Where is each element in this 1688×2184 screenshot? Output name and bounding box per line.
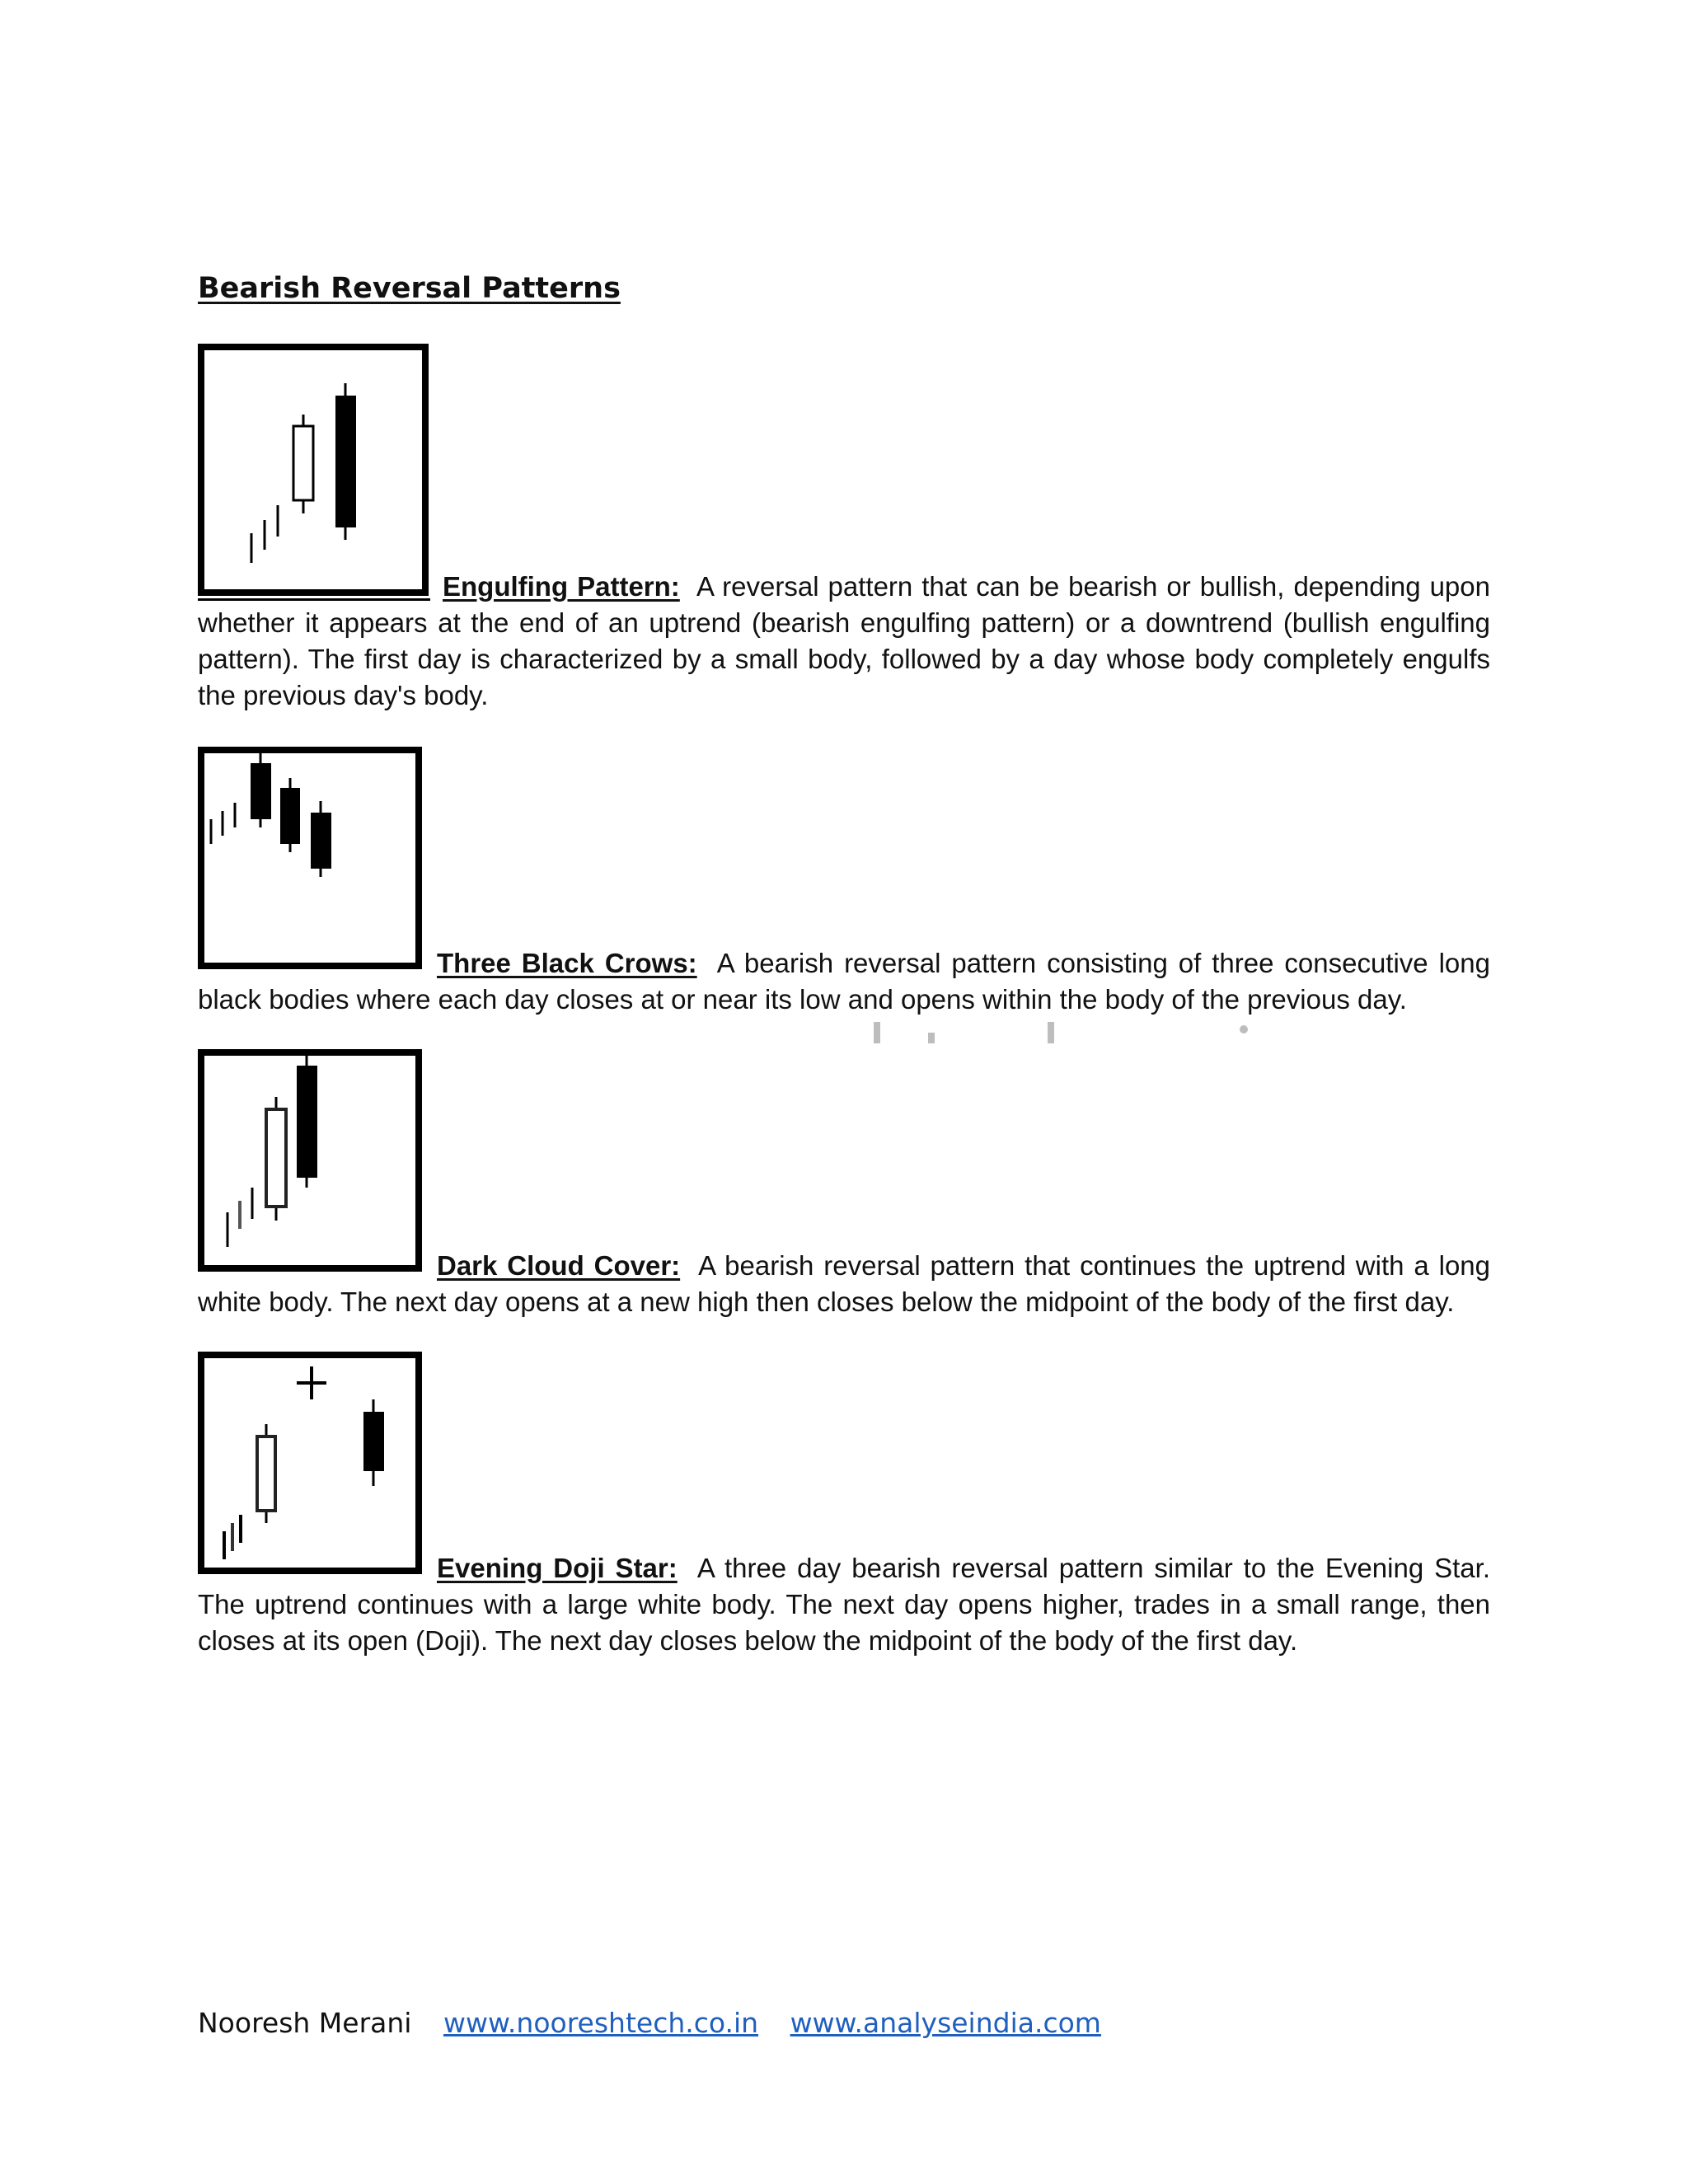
three-black-crows-candles-illustration xyxy=(204,753,415,963)
page-title: Bearish Reversal Patterns xyxy=(198,272,621,305)
dark-cloud-cover-text: A bearish reversal pattern that continues the uptrend with a long white body. The next day opens at a new high then closes below the midpoint of the body of the first day. xyxy=(198,1250,1491,1317)
footer-link-nooreshtech[interactable]: www.nooreshtech.co.in xyxy=(443,2007,759,2039)
evening-doji-star-image xyxy=(198,1352,422,1574)
three-black-crows-image xyxy=(198,747,422,969)
three-black-crows-name: Three Black Crows: xyxy=(437,948,697,978)
engulfing-pattern-name: Engulfing Pattern: xyxy=(443,571,680,602)
engulfing-pattern-image xyxy=(198,344,429,596)
evening-doji-star-name: Evening Doji Star: xyxy=(437,1553,678,1583)
footer-link-analyseindia[interactable]: www.analyseindia.com xyxy=(790,2007,1101,2039)
engulfing-pattern-text: A reversal pattern that can be bearish or bullish, depending upon whether it appears at the end of an uptrend (bearish engulfing pattern) or a downtrend (bullish engulfing pattern). The first day is characterized by a small body, followed by a day whose body completely engulfs the previous day's body. xyxy=(198,571,1490,710)
three-black-crows-description xyxy=(198,945,1490,1018)
evening-doji-star-text: A three day bearish reversal pattern similar to the Evening Star. The uptrend continues with a large white body. The next day opens higher, trades in a small range, then closes at its open (Doji). The next day closes below the midpoint of the body of the first day. xyxy=(198,1553,1490,1656)
evening-doji-star-description xyxy=(198,1550,1490,1659)
evening-doji-star-candles-illustration xyxy=(204,1358,415,1568)
engulfing-candles-illustration xyxy=(204,350,422,589)
three-black-crows-text: A bearish reversal pattern consisting of three consecutive long black bodies where each day closes at or near its low and opens within the body of the previous day. xyxy=(198,948,1490,1015)
footer xyxy=(198,2007,1101,2039)
scan-artifact xyxy=(928,1033,935,1043)
dark-cloud-cover-description xyxy=(198,1248,1490,1320)
dark-cloud-cover-image xyxy=(198,1049,422,1272)
scan-artifact xyxy=(874,1022,880,1043)
engulfing-pattern-description xyxy=(198,569,1490,714)
dark-cloud-cover-candles-illustration xyxy=(204,1056,415,1265)
engulfing-underline xyxy=(198,598,430,601)
dark-cloud-cover-name: Dark Cloud Cover: xyxy=(437,1250,681,1281)
scan-artifact xyxy=(1240,1025,1248,1033)
footer-author: Nooresh Merani xyxy=(198,2007,412,2039)
scan-artifact xyxy=(1048,1022,1054,1043)
